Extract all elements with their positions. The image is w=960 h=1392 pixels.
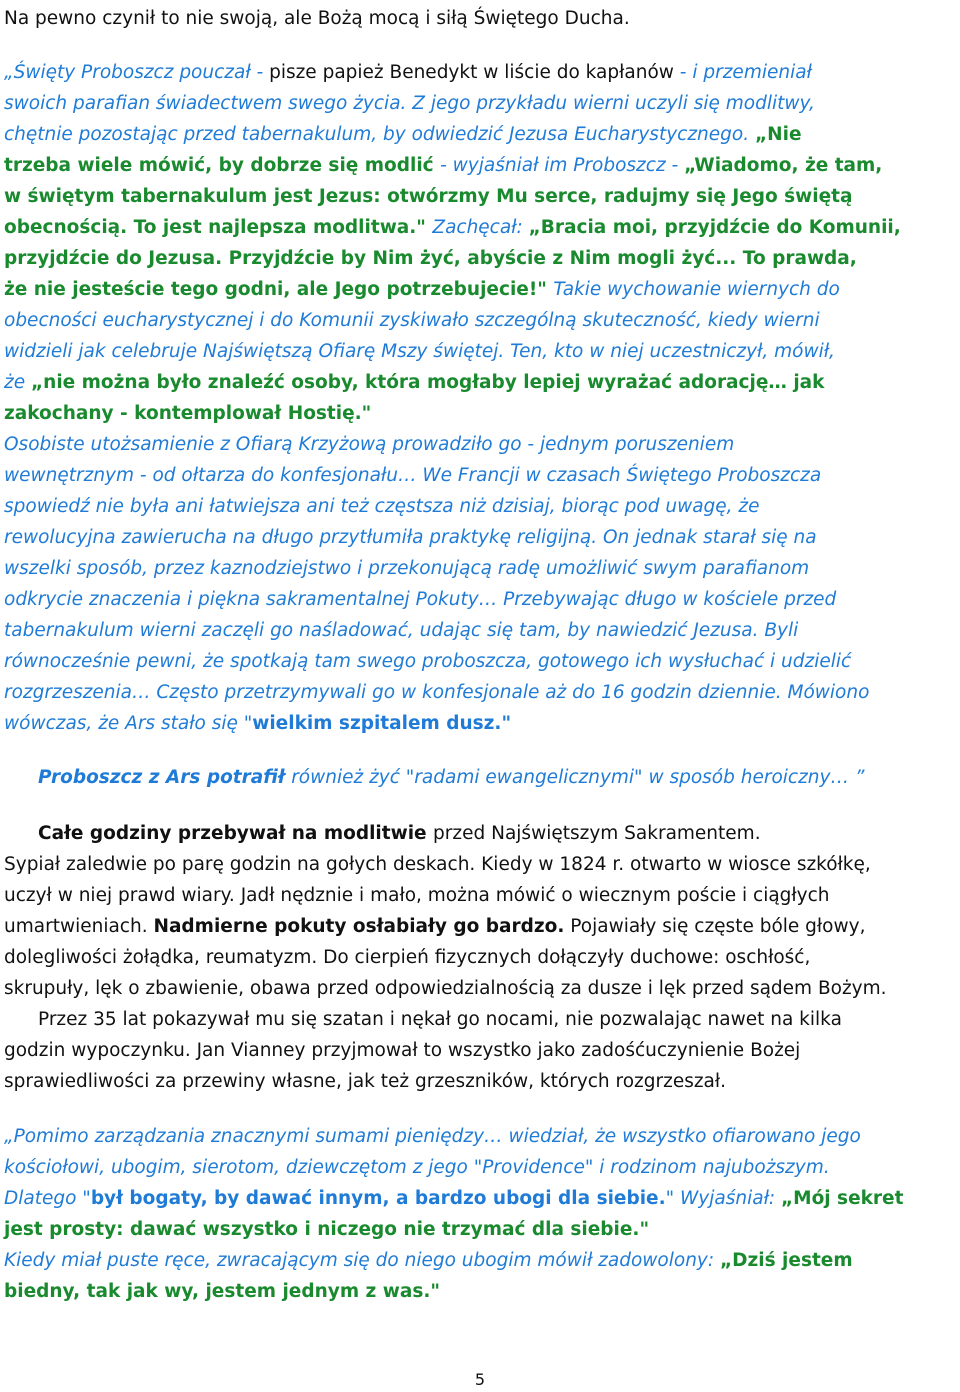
text-line xyxy=(4,881,956,911)
text-segment: „Święty Proboszcz pouczał - xyxy=(4,62,270,83)
text-segment: „Nie xyxy=(754,124,802,145)
text-line xyxy=(4,1067,956,1097)
text-line xyxy=(4,399,956,429)
text-line xyxy=(4,616,956,646)
text-line xyxy=(4,213,956,243)
text-line xyxy=(4,492,956,522)
text-line xyxy=(4,912,956,942)
text-line xyxy=(4,306,956,336)
text-segment: wszelki sposób, przez kaznodziejstwo i przekonującą radę umożliwić swym parafianom xyxy=(4,558,810,579)
text-segment: obecności eucharystycznej i do Komunii zyskiwało szczególną skuteczność, kiedy wierni xyxy=(4,310,820,331)
text-line xyxy=(4,182,956,212)
text-line xyxy=(4,337,956,367)
text-line xyxy=(4,763,956,793)
text-segment: widzieli jak celebruje Najświętszą Ofiarę Mszy świętej. Ten, kto w niej uczestniczył, mówił, xyxy=(4,341,835,362)
text-segment: wówczas, że Ars stało się " xyxy=(4,713,253,734)
text-line xyxy=(4,151,956,181)
text-segment: że xyxy=(4,372,31,393)
text-segment: skrupuły, lęk o zbawienie, obawa przed odpowiedzialnością za dusze i lęk przed sądem Bożym. xyxy=(4,978,887,999)
text-line xyxy=(4,120,956,150)
text-segment: Osobiste utożsamienie z Ofiarą Krzyżową prowadziło go - jednym poruszeniem xyxy=(4,434,735,455)
text-line xyxy=(4,4,956,34)
text-line xyxy=(4,461,956,491)
text-segment: Zachęcał: xyxy=(432,217,529,238)
text-segment: uczył w niej prawd wiary. Jadł nędznie i mało, można mówić o wiecznym poście i ciągłych xyxy=(4,885,830,906)
text-segment: godzin wypoczynku. Jan Vianney przyjmował to wszystko jako zadośćuczynienie Bożej xyxy=(4,1040,801,1061)
text-segment: jest prosty: dawać wszystko i niczego nie trzymać dla siebie." xyxy=(4,1219,650,1240)
text-segment: umartwieniach. xyxy=(4,916,154,937)
text-segment: Przez 35 lat pokazywał mu się szatan i nękał go nocami, nie pozwalając nawet na kilka xyxy=(38,1009,842,1030)
text-segment: „Dziś jestem xyxy=(719,1250,853,1271)
text-line xyxy=(4,275,956,305)
text-line xyxy=(4,678,956,708)
text-segment: dolegliwości żołądka, reumatyzm. Do cierpień fizycznych dołączyły duchowe: oschłość, xyxy=(4,947,811,968)
text-segment: zakochany - kontemplował Hostię." xyxy=(4,403,372,424)
text-segment: spowiedź nie była ani łatwiejsza ani też częstsza niż dzisiaj, biorąc pod uwagę, że xyxy=(4,496,760,517)
text-line xyxy=(4,585,956,615)
text-line xyxy=(4,1184,956,1214)
text-line xyxy=(4,368,956,398)
text-line xyxy=(4,554,956,584)
text-segment: równocześnie pewni, że spotkają tam swego proboszcza, gotowego ich wysłuchać i udzielić xyxy=(4,651,852,672)
text-segment: Sypiał zaledwie po parę godzin na gołych deskach. Kiedy w 1824 r. otwarto w wiosce szkółkę, xyxy=(4,854,871,875)
text-segment: odkrycie znaczenia i piękna sakramentalnej Pokuty… Przebywając długo w kościele przed xyxy=(4,589,837,610)
text-segment: rewolucyjna zawierucha na długo przytłumiła praktykę religijną. On jednak starał się na xyxy=(4,527,817,548)
text-segment: Takie wychowanie wiernych do xyxy=(553,279,840,300)
text-segment: wewnętrznym - od ołtarza do konfesjonału… We Francji w czasach Świętego Proboszcza xyxy=(4,465,822,486)
text-line xyxy=(4,647,956,677)
text-segment: że nie jesteście tego godni, ale Jego potrzebujecie!" xyxy=(4,279,554,300)
text-segment: również żyć "radami ewangelicznymi" w sposób heroiczny… ” xyxy=(291,767,865,788)
text-line xyxy=(4,1153,956,1183)
text-segment: trzeba wiele mówić, by dobrze się modlić xyxy=(4,155,441,176)
text-line xyxy=(4,523,956,553)
text-segment: był bogaty, by dawać innym, a bardzo ubogi dla siebie. xyxy=(90,1188,666,1209)
text-segment: Dlatego " xyxy=(4,1188,91,1209)
text-segment: - i przemieniał xyxy=(679,62,812,83)
text-line xyxy=(4,974,956,1004)
text-line xyxy=(4,1036,956,1066)
text-segment: „Mój sekret xyxy=(781,1188,904,1209)
text-line xyxy=(4,1277,956,1307)
text-segment: biedny, tak jak wy, jestem jednym z was." xyxy=(4,1281,441,1302)
text-segment: na modlitwie xyxy=(291,823,434,844)
text-segment: „Wiadomo, że tam, xyxy=(684,155,883,176)
text-segment: Na pewno czynił to nie swoją, ale Bożą mocą i siłą Świętego Ducha. xyxy=(4,8,630,29)
text-segment: tabernakulum wierni zaczęli go naśladować, udając się tam, by nawiedzić Jezusa. Byli xyxy=(4,620,799,641)
text-line xyxy=(4,430,956,460)
text-segment: w świętym tabernakulum jest Jezus: otwórzmy Mu serce, radujmy się Jego świętą xyxy=(4,186,853,207)
text-segment: „nie można było znaleźć osoby, która mogłaby lepiej wyrażać adorację… jak xyxy=(30,372,825,393)
text-segment: Proboszcz z Ars potrafił xyxy=(38,767,292,788)
text-segment: obecnością. To jest najlepsza modlitwa." xyxy=(4,217,433,238)
text-line xyxy=(4,1122,956,1152)
text-line xyxy=(4,819,956,849)
text-line xyxy=(4,1215,956,1245)
text-line xyxy=(4,58,956,88)
text-segment: wielkim szpitalem dusz." xyxy=(252,713,512,734)
text-segment: swoich parafian świadectwem swego życia. Z jego przykładu wierni uczyli się modlitwy, xyxy=(4,93,815,114)
text-line xyxy=(4,850,956,880)
text-line xyxy=(4,1246,956,1276)
text-line xyxy=(4,709,956,739)
text-segment: kościołowi, ubogim, sierotom, dziewczętom z jego "Providence" i rodzinom najuboższym. xyxy=(4,1157,830,1178)
text-segment: „Pomimo zarządzania znacznymi sumami pieniędzy… wiedział, że wszystko ofiarowano jego xyxy=(4,1126,861,1147)
text-segment: pisze papież Benedykt w liście do kapłanów xyxy=(269,62,680,83)
text-segment: Całe godziny przebywał xyxy=(38,823,292,844)
text-line xyxy=(4,943,956,973)
text-segment: - wyjaśniał im Proboszcz - xyxy=(440,155,685,176)
text-segment: Kiedy miał puste ręce, zwracającym się do niego ubogim mówił zadowolony: xyxy=(4,1250,720,1271)
text-segment: " Wyjaśniał: xyxy=(665,1188,781,1209)
text-segment: sprawiedliwości za przewiny własne, jak też grzeszników, których rozgrzeszał. xyxy=(4,1071,727,1092)
text-segment: przed Najświętszym Sakramentem. xyxy=(433,823,761,844)
text-segment: przyjdźcie do Jezusa. Przyjdźcie by Nim żyć, abyście z Nim mogli żyć... To prawda, xyxy=(4,248,857,269)
text-line xyxy=(4,244,956,274)
text-line xyxy=(4,89,956,119)
text-segment: rozgrzeszenia… Często przetrzymywali go w konfesjonale aż do 16 godzin dziennie. Mówiono xyxy=(4,682,870,703)
text-segment: „Bracia moi, przyjdźcie do Komunii, xyxy=(528,217,901,238)
text-segment: Nadmierne pokuty osłabiały go bardzo. xyxy=(153,916,565,937)
text-segment: Pojawiały się częste bóle głowy, xyxy=(564,916,866,937)
text-line xyxy=(4,1005,956,1035)
text-segment: chętnie pozostając przed tabernakulum, by odwiedzić Jezusa Eucharystycznego. xyxy=(4,124,755,145)
page-number: 5 xyxy=(474,1370,486,1389)
